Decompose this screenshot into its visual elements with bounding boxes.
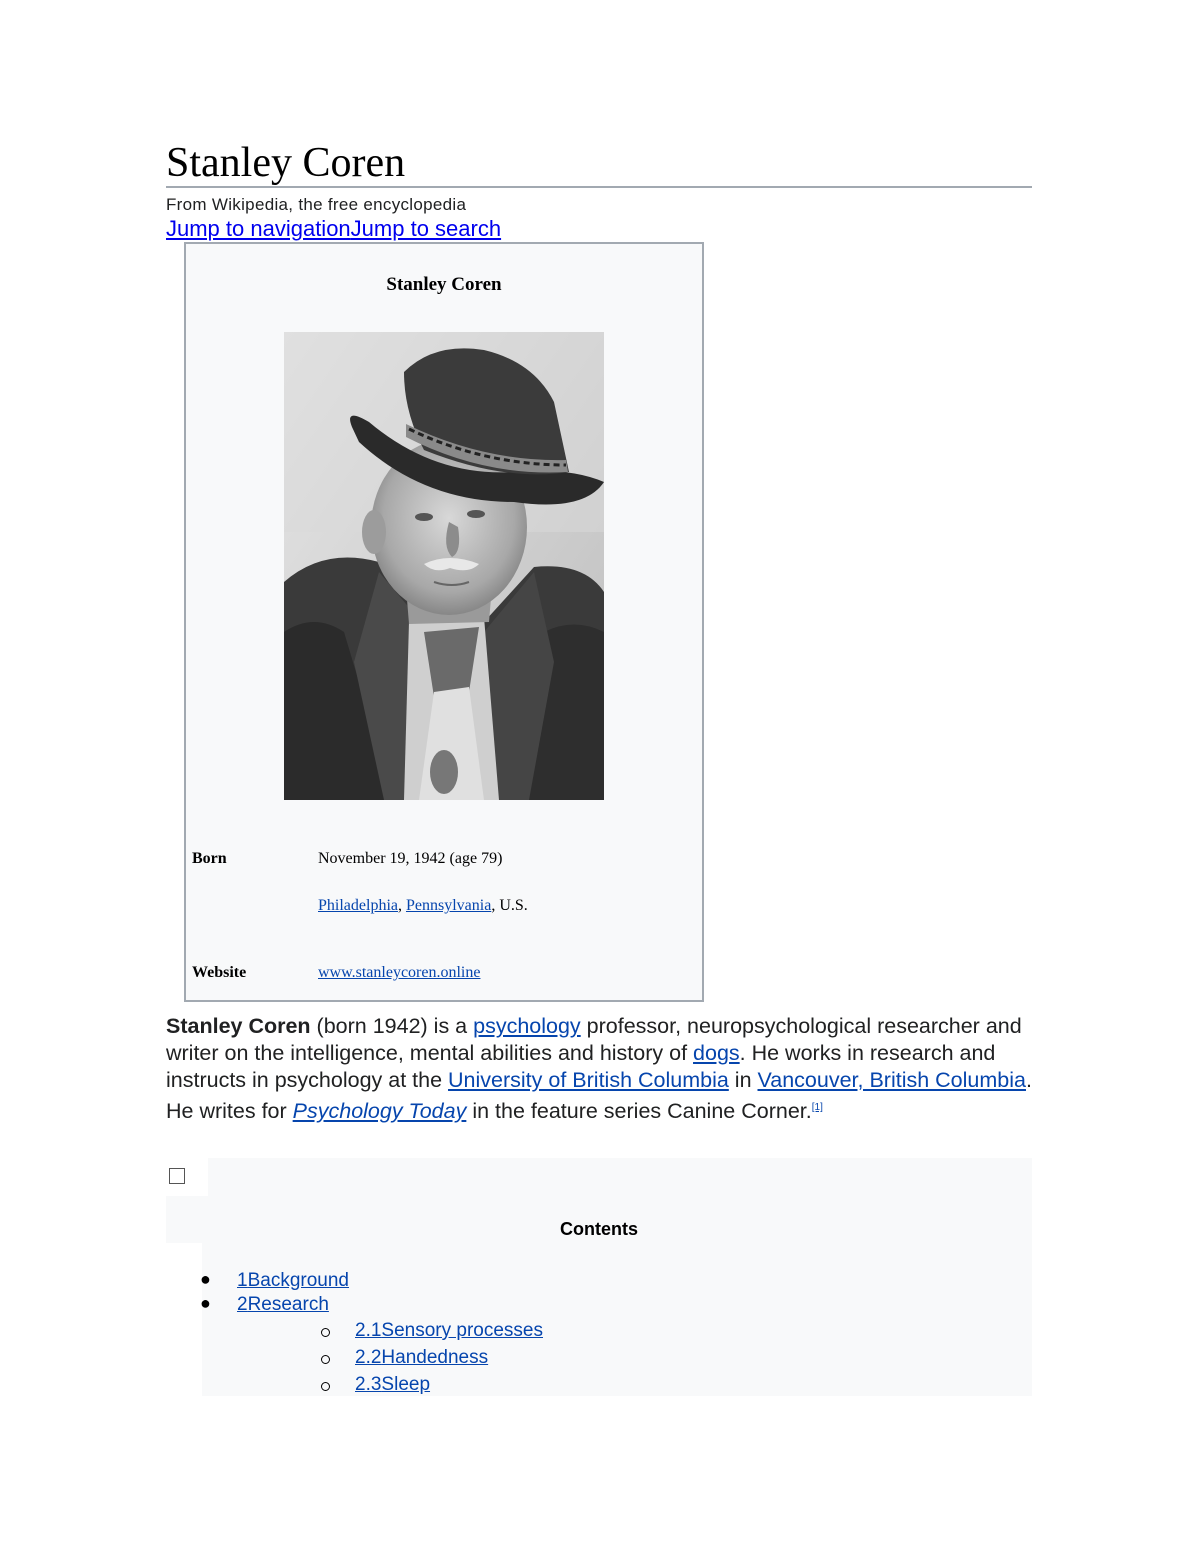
toc-item-research[interactable]: 2Research [237,1294,329,1315]
website-label: Website [192,964,247,981]
psychology-link[interactable]: psychology [473,1014,581,1038]
born-place-country: , U.S. [491,897,528,914]
toc-item-background[interactable]: 1Background [237,1270,349,1291]
infobox [184,242,704,1002]
website-link[interactable]: www.stanleycoren.online [318,964,481,981]
lead-text-2: professor, neuropsychological researcher and writer on the intelligence, mental abilities and history of [166,1014,1022,1065]
circle-bullet-icon [321,1328,330,1337]
born-date: November 19, 1942 (age 79) [318,850,503,867]
dogs-link[interactable]: dogs [693,1041,740,1065]
toc-toggle-checkbox[interactable] [169,1168,185,1184]
circle-bullet-icon [321,1355,330,1364]
born-label: Born [192,850,227,867]
infobox-title: Stanley Coren [386,274,502,295]
lead-text-4: in [728,1068,758,1092]
philadelphia-link[interactable]: Philadelphia [318,897,398,914]
toc-title: Contents [560,1219,638,1239]
vancouver-link[interactable]: Vancouver, British Columbia [757,1068,1026,1092]
jump-links [166,216,501,242]
site-tagline: From Wikipedia, the free encyclopedia [166,195,467,214]
page-title: Stanley Coren [166,140,1032,188]
ubc-link[interactable]: University of British Columbia [448,1068,729,1092]
bullet-icon: ● [200,1293,211,1313]
toc-item-sensory-processes[interactable]: 2.1Sensory processes [355,1320,543,1341]
reference-link[interactable]: [1] [811,1102,823,1113]
toc-item-sleep[interactable]: 2.3Sleep [355,1374,431,1395]
born-place-separator: , [397,897,406,914]
lead-subject: Stanley Coren [166,1014,311,1038]
website-value [318,964,480,982]
toc-indent [166,1243,202,1396]
born-place [318,897,528,915]
circle-bullet-icon [321,1382,330,1391]
toc-item-handedness[interactable]: 2.2Handedness [355,1347,489,1368]
jump-to-search-link[interactable]: Jump to search [350,216,502,241]
lead-paragraph [166,1013,1036,1125]
portrait-image [284,332,604,800]
pennsylvania-link[interactable]: Pennsylvania [405,897,492,914]
lead-text-3: . He works in research and instructs in psychology at the [166,1041,996,1092]
jump-to-navigation-link[interactable]: Jump to navigation [166,216,351,241]
lead-text-5: . He writes for [166,1068,1032,1124]
psychology-today-link[interactable]: Psychology Today [292,1099,467,1124]
lead-text-1: (born 1942) is a [310,1014,474,1038]
lead-text-6: in the feature series Canine Corner. [466,1099,812,1124]
bullet-icon: ● [200,1269,211,1289]
